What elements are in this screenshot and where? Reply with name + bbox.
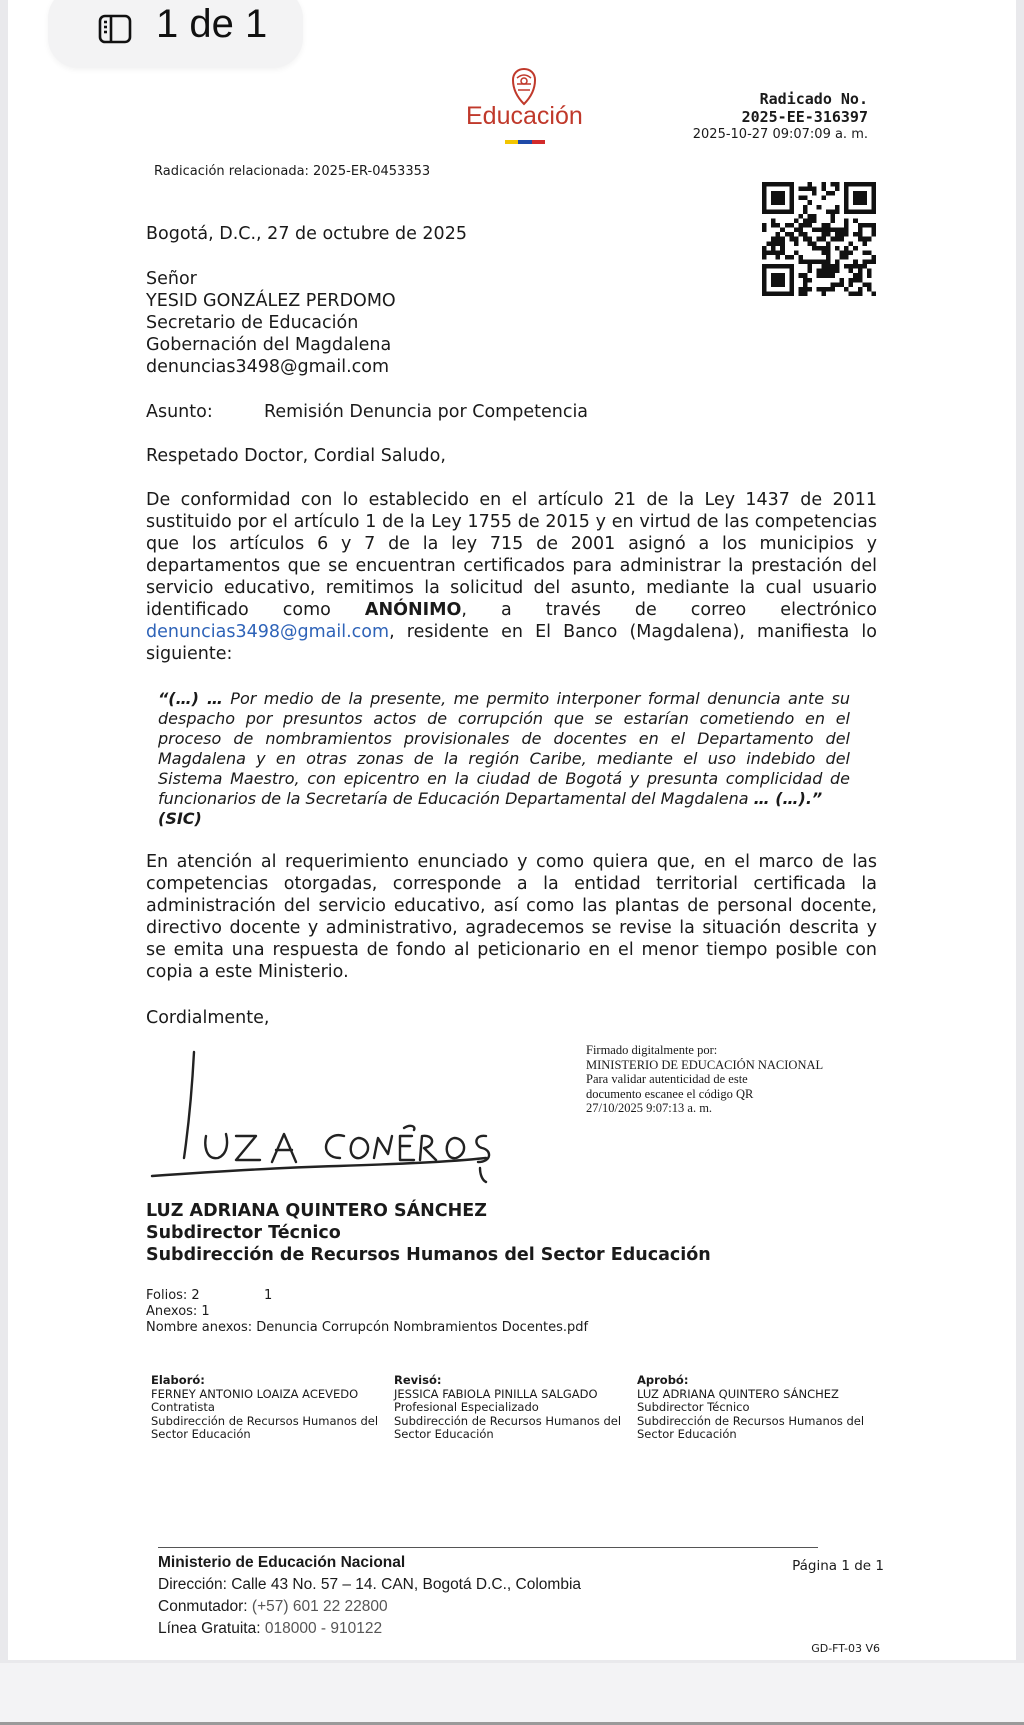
approval-unit: Subdirección de Recursos Humanos del Sector Educación (394, 1413, 622, 1441)
paragraph-1 (146, 489, 877, 665)
footer-phone-value: (+57) 601 22 22800 (251, 1598, 388, 1615)
radicado-label: Radicado No. (759, 90, 868, 108)
document-page (8, 0, 1016, 1660)
radicado-datetime: 2025-10-27 09:07:09 a. m. (692, 127, 868, 142)
paragraph-1-text-b: , a través de correo electrónico (461, 600, 877, 620)
digital-signature-line: documento escanee el código QR (586, 1086, 754, 1101)
form-code: GD-FT-03 V6 (811, 1642, 880, 1655)
footer-address-value: Calle 43 No. 57 – 14. CAN, Bogotá D.C., Colombia (231, 1576, 582, 1593)
greeting: Respetado Doctor, Cordial Saludo, (146, 446, 446, 466)
related-filing: Radicación relacionada: 2025-ER-0453353 (154, 164, 431, 179)
approval-role: Profesional Especializado (394, 1400, 539, 1414)
footer-phone-label: Conmutador: (158, 1598, 252, 1615)
paragraph-1-text-c: , residente en El Banco (Magdalena), manifiesta lo siguiente: (146, 622, 877, 664)
folios-extra: 1 (264, 1288, 273, 1303)
footer-tollfree-label: Línea Gratuita: (158, 1620, 265, 1637)
sidebar-panel-icon[interactable] (98, 14, 132, 44)
footer-phone (158, 1598, 388, 1616)
quote-body: Por medio de la presente, me permito interponer formal denuncia ante su despacho por presuntos actos de corrupción que se estarían cometiendo en el proceso de nombramientos provisionales de docentes en el Departamento del Magdalena y en otras zonas de la región Caribe, mediante el uso indebido del Sistema Maestro, con epicentro en la ciudad de Bogotá y presunta complicidad de funcionarios de la Secretaría de Educación Departamental del Magdalena (158, 689, 851, 808)
place-date: Bogotá, D.C., 27 de octubre de 2025 (146, 224, 467, 244)
digital-signature-line: 27/10/2025 9:07:13 a. m. (586, 1101, 713, 1115)
quoted-complaint (158, 689, 850, 829)
footer-org: Ministerio de Educación Nacional (158, 1554, 406, 1571)
quote-sic: (SIC) (158, 809, 202, 828)
approval-unit: Subdirección de Recursos Humanos del Sector Educación (151, 1413, 379, 1441)
approval-role: Subdirector Técnico (637, 1400, 750, 1414)
colombia-flag-stripe (505, 140, 545, 144)
page-indicator-pill[interactable] (48, 0, 303, 68)
signer-unit: Subdirección de Recursos Humanos del Sector Educación (146, 1245, 711, 1265)
annex-names: Nombre anexos: Denuncia Corrupcón Nombramientos Docentes.pdf (146, 1320, 589, 1335)
approval-header: Revisó: (394, 1373, 442, 1387)
paragraph-1-text-a: De conformidad con lo establecido en el artículo 21 de la Ley 1437 de 2011 sustituido por el artículo 1 de la Ley 1755 de 2015 y en virtud de las competencias que los artículos 6 y 7 de la ley 715 de 2001 asignó a los municipios y departamentos que se encuentran certificados para administrar la prestación del servicio educativo, remitimos la solicitud del asunto, mediante la cual usuario identificado como (146, 490, 877, 620)
ministry-logo-text: Educación (466, 102, 583, 130)
digital-signature-line: MINISTERIO DE EDUCACIÓN NACIONAL (586, 1057, 824, 1072)
recipient-org: Gobernación del Magdalena (146, 335, 392, 355)
footer-address-label: Dirección: (158, 1576, 232, 1593)
subject-text: Remisión Denuncia por Competencia (264, 402, 589, 422)
page-number: Página 1 de 1 (792, 1558, 884, 1574)
approval-name: LUZ ADRIANA QUINTERO SÁNCHEZ (637, 1386, 839, 1401)
footer-address (158, 1576, 581, 1594)
recipient-title: Secretario de Educación (146, 313, 359, 333)
digital-signature-line: Firmado digitalmente por: (586, 1043, 718, 1057)
anonymous-label: ANÓNIMO (364, 600, 462, 620)
approval-name: JESSICA FABIOLA PINILLA SALGADO (394, 1386, 598, 1401)
closing: Cordialmente, (146, 1008, 270, 1028)
approval-unit: Subdirección de Recursos Humanos del Sector Educación (637, 1413, 865, 1441)
paragraph-2: En atención al requerimiento enunciado y como quiera que, en el marco de las competencias otorgadas, corresponde a la entidad territorial certificada la administración del servicio educativo, así como las plantas de personal docente, directivo docente y administrativo, agradecemos se revise la situación descrita y se emita una respuesta de fondo al peticionario en el menor tiempo posible con copia a este Ministerio. (146, 852, 877, 982)
approval-approved (637, 1374, 877, 1442)
recipient-email: denuncias3498@gmail.com (146, 357, 390, 377)
approval-prepared (151, 1374, 391, 1442)
recipient-name: YESID GONZÁLEZ PERDOMO (146, 291, 396, 311)
subject-label: Asunto: (146, 402, 213, 422)
petitioner-email-link[interactable]: denuncias3498@gmail.com (146, 622, 390, 642)
viewer-background (0, 1663, 1024, 1725)
footer-tollfree-value: 018000 - 910122 (264, 1620, 383, 1637)
digital-signature-note (586, 1043, 823, 1116)
signer-name: LUZ ADRIANA QUINTERO SÁNCHEZ (146, 1201, 487, 1221)
footer-tollfree (158, 1620, 382, 1638)
radicado-number: 2025-EE-316397 (741, 108, 868, 126)
annex-count: Anexos: 1 (146, 1304, 210, 1319)
approval-name: FERNEY ANTONIO LOAIZA ACEVEDO (151, 1386, 359, 1401)
signer-title: Subdirector Técnico (146, 1223, 341, 1243)
qr-code-icon (762, 182, 876, 296)
recipient-salutation: Señor (146, 269, 197, 289)
approval-reviewed (394, 1374, 634, 1442)
page-indicator-text: 1 de 1 (156, 2, 268, 46)
folios-count: Folios: 2 (146, 1288, 200, 1303)
approval-role: Contratista (151, 1400, 215, 1414)
handwritten-signature (148, 1050, 528, 1190)
recipient-block (146, 268, 396, 378)
approval-header: Elaboró: (151, 1373, 205, 1387)
approval-header: Aprobó: (637, 1373, 689, 1387)
quote-open: “(…) … (158, 689, 223, 708)
footer-divider (158, 1547, 818, 1548)
quote-close: … (…).” (753, 789, 823, 808)
digital-signature-line: Para validar autenticidad de este (586, 1072, 748, 1086)
